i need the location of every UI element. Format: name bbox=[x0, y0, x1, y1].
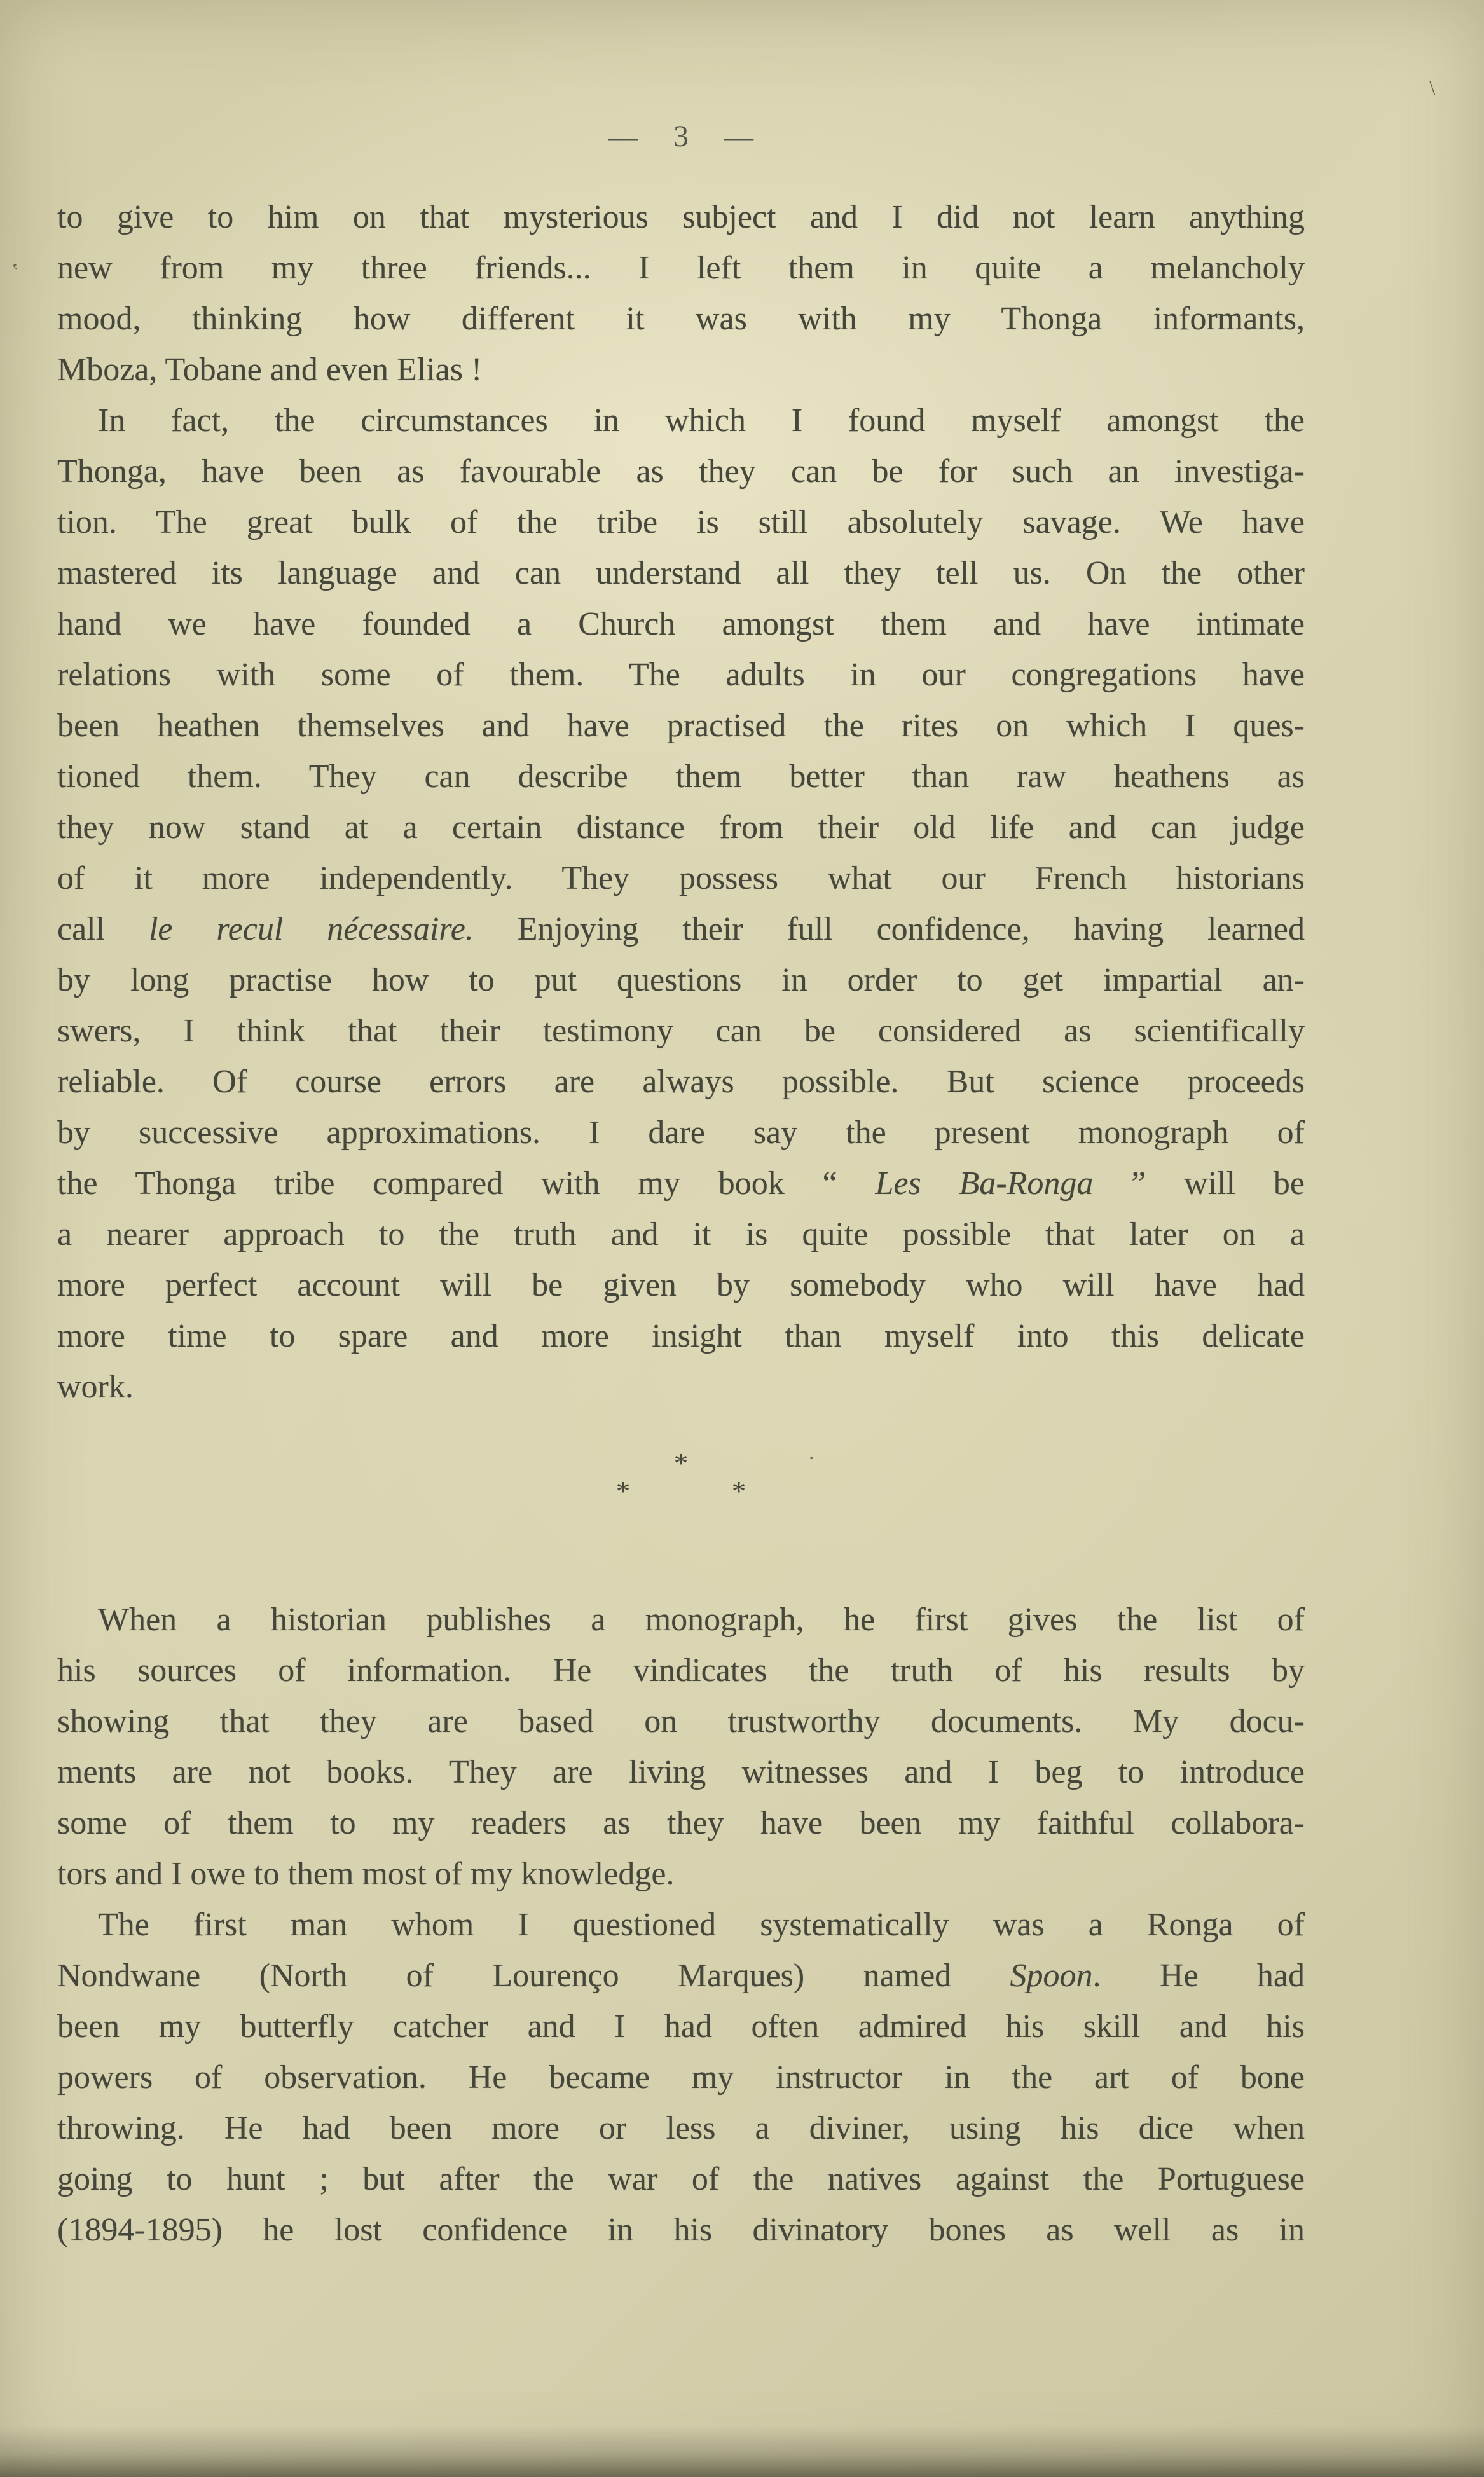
paragraph bbox=[57, 192, 1305, 395]
text-line: ments are not books. They are living witnesses and I beg to introduce bbox=[57, 1754, 1305, 1790]
stray-mark: . bbox=[809, 1441, 814, 1464]
stray-mark: \ bbox=[1429, 76, 1436, 100]
paragraph bbox=[57, 395, 1305, 1413]
text-line: going to hunt ; but after the war of the natives against the Portuguese bbox=[57, 2161, 1305, 2197]
text-line: been heathen themselves and have practised the rites on which I ques- bbox=[57, 708, 1305, 744]
asterisk-icon: * bbox=[732, 1476, 746, 1507]
asterisk-icon: * bbox=[674, 1448, 688, 1479]
text-line: relations with some of them. The adults in our congregations have bbox=[57, 657, 1305, 693]
text-line: throwing. He had been more or less a diviner, using his dice when bbox=[57, 2110, 1305, 2146]
text-line: of it more independently. They possess what our French historians bbox=[57, 860, 1305, 896]
paragraph bbox=[57, 1595, 1305, 1900]
page-header bbox=[57, 118, 1305, 156]
text-line: mastered its language and can understand all they tell us. On the other bbox=[57, 555, 1305, 591]
text-line: tion. The great bulk of the tribe is still absolutely savage. We have bbox=[57, 504, 1305, 540]
text-line: a nearer approach to the truth and it is quite possible that later on a bbox=[57, 1216, 1305, 1252]
text-line: the Thonga tribe compared with my book “ Les Ba-Ronga ” will be bbox=[57, 1165, 1305, 1202]
text-line: swers, I think that their testimony can be considered as scientifically bbox=[57, 1013, 1305, 1049]
section-2 bbox=[57, 1595, 1305, 2256]
text-line: In fact, the circumstances in which I found myself amongst the bbox=[98, 402, 1305, 439]
page-number-dash-left: — bbox=[608, 120, 638, 153]
text-line: more perfect account will be given by somebody who will have had bbox=[57, 1267, 1305, 1303]
asterism-top-row bbox=[57, 1450, 1305, 1478]
stray-mark: ‛ bbox=[11, 259, 19, 283]
text-line: call le recul nécessaire. Enjoying their full confidence, having learned bbox=[57, 911, 1305, 947]
text-line: to give to him on that mysterious subject and I did not learn anything bbox=[57, 199, 1305, 235]
text-line: hand we have founded a Church amongst them and have intimate bbox=[57, 606, 1305, 642]
paragraph bbox=[57, 1900, 1305, 2256]
page-number-dash-right: — bbox=[724, 120, 753, 153]
page-number: 3 bbox=[673, 120, 689, 153]
text-line: tioned them. They can describe them better than raw heathens as bbox=[57, 758, 1305, 795]
text-block bbox=[57, 192, 1305, 2256]
text-line: his sources of information. He vindicates the truth of his results by bbox=[57, 1652, 1305, 1689]
text-line: they now stand at a certain distance from their old life and can judge bbox=[57, 809, 1305, 846]
text-line: reliable. Of course errors are always possible. But science proceeds bbox=[57, 1064, 1305, 1100]
section-separator bbox=[57, 1450, 1305, 1506]
text-line: The first man whom I questioned systematically was a Ronga of bbox=[98, 1907, 1305, 1943]
text-line: work. bbox=[57, 1369, 134, 1405]
text-line: (1894-1895) he lost confidence in his divinatory bones as well as in bbox=[57, 2212, 1305, 2248]
asterism-bottom-row bbox=[57, 1478, 1305, 1506]
text-line: tors and I owe to them most of my knowledge. bbox=[57, 1856, 675, 1892]
text-line: mood, thinking how different it was with my Thonga informants, bbox=[57, 301, 1305, 337]
text-line: by successive approximations. I dare say the present monograph of bbox=[57, 1115, 1305, 1151]
text-line: been my butterfly catcher and I had often admired his skill and his bbox=[57, 2008, 1305, 2045]
text-line: by long practise how to put questions in order to get impartial an- bbox=[57, 962, 1305, 998]
text-line: Thonga, have been as favourable as they can be for such an investiga- bbox=[57, 453, 1305, 490]
text-line: showing that they are based on trustworthy documents. My docu- bbox=[57, 1703, 1305, 1739]
text-line: When a historian publishes a monograph, he first gives the list of bbox=[98, 1602, 1305, 1638]
text-line: powers of observation. He became my instructor in the art of bone bbox=[57, 2059, 1305, 2096]
text-line: new from my three friends... I left them in quite a melancholy bbox=[57, 250, 1305, 286]
section-1 bbox=[57, 192, 1305, 1413]
asterisk-icon: * bbox=[616, 1476, 630, 1507]
text-line: more time to spare and more insight than myself into this delicate bbox=[57, 1318, 1305, 1354]
text-line: Nondwane (North of Lourenço Marques) named Spoon. He had bbox=[57, 1958, 1305, 1994]
text-line: Mboza, Tobane and even Elias ! bbox=[57, 352, 483, 388]
text-line: some of them to my readers as they have been my faithful collabora- bbox=[57, 1805, 1305, 1841]
